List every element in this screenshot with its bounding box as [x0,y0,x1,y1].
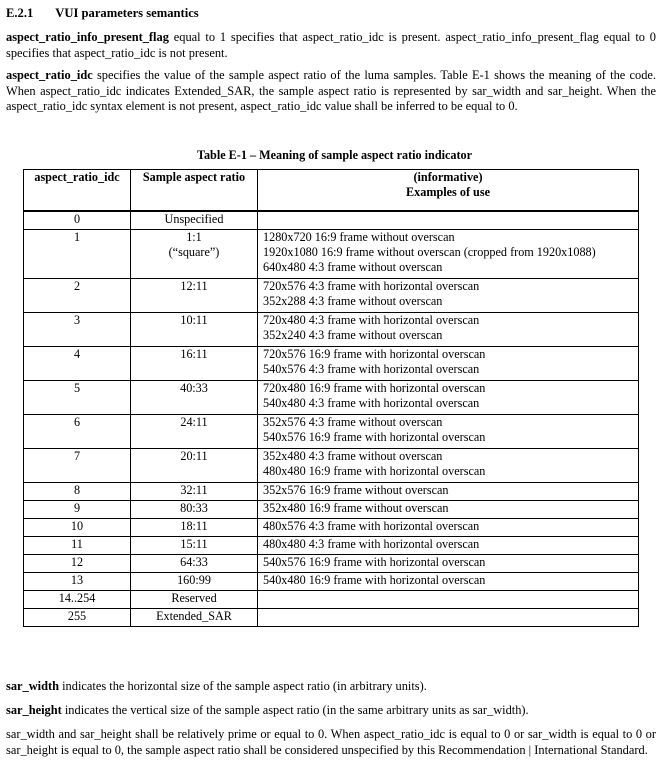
cell-aspect-ratio-idc: 255 [24,609,131,627]
cell-sample-aspect-ratio [131,591,258,609]
table-row [24,347,639,381]
cell-sample-aspect-ratio [131,537,258,555]
cell-aspect-ratio-idc: 6 [24,415,131,449]
table-row [24,501,639,519]
example-line: 1280x720 16:9 frame without overscan [263,230,455,244]
term-sar-width: sar_width [6,679,60,693]
paragraph-text: indicates the horizontal size of the sample aspect ratio (in arbitrary units). [59,679,427,693]
cell-sample-aspect-ratio [131,449,258,483]
cell-aspect-ratio-idc: 2 [24,279,131,313]
table-row [24,449,639,483]
paragraph-sar-constraints [6,727,656,758]
sample-aspect-ratio-line: Reserved [171,591,217,605]
sample-aspect-ratio-line: 40:33 [180,381,208,395]
cell-sample-aspect-ratio [131,609,258,627]
cell-examples-of-use [258,381,639,415]
table-row [24,555,639,573]
table-row [24,519,639,537]
example-line: 540x576 16:9 frame with horizontal overscan [263,555,486,569]
cell-sample-aspect-ratio [131,347,258,381]
paragraph-text: specifies the value of the sample aspect ratio of the luma samples. Table E-1 shows the meaning of the code. When aspect_ratio_idc indicates Extended_SAR, the sample aspect ratio is represented by sar_width and sar_height. When the aspect_ratio_idc syntax element is not present, aspect_ratio_idc value shall be inferred to be equal to 0. [6,68,656,114]
sample-aspect-ratio-line: 80:33 [180,501,208,515]
cell-examples-of-use [258,415,639,449]
header-informative: (informative) [413,170,483,184]
example-line: 540x480 4:3 frame with horizontal overscan [263,396,480,410]
paragraph-sar-width [6,679,656,695]
term-aspect-ratio-idc: aspect_ratio_idc [6,68,93,82]
cell-sample-aspect-ratio [131,313,258,347]
cell-aspect-ratio-idc: 12 [24,555,131,573]
table-row [24,609,639,627]
example-line: 720x480 4:3 frame with horizontal overscan [263,313,480,327]
example-line: 720x576 16:9 frame with horizontal overscan [263,347,486,361]
term-aspect-ratio-info-present-flag: aspect_ratio_info_present_flag [6,30,169,44]
cell-aspect-ratio-idc: 1 [24,230,131,279]
cell-aspect-ratio-idc: 11 [24,537,131,555]
cell-examples-of-use [258,211,639,230]
sample-aspect-ratio-line: 64:33 [180,555,208,569]
sample-aspect-ratio-line: 16:11 [180,347,208,361]
cell-aspect-ratio-idc: 13 [24,573,131,591]
example-line: 480x576 4:3 frame with horizontal overscan [263,519,480,533]
cell-sample-aspect-ratio [131,230,258,279]
table-row [24,537,639,555]
header-examples-of-use [258,170,639,212]
table-row [24,211,639,230]
sample-aspect-ratio-line: 10:11 [180,313,208,327]
cell-examples-of-use [258,279,639,313]
cell-examples-of-use [258,483,639,501]
cell-aspect-ratio-idc: 10 [24,519,131,537]
sample-aspect-ratio-line: 1:1 [186,230,202,244]
cell-sample-aspect-ratio [131,415,258,449]
cell-examples-of-use [258,230,639,279]
paragraph-aspect-ratio-info-present-flag [6,16,656,61]
sample-aspect-ratio-line: 24:11 [180,415,208,429]
cell-examples-of-use [258,501,639,519]
example-line: 352x480 16:9 frame without overscan [263,501,449,515]
table-row [24,313,639,347]
section-number: E.2.1 [6,6,34,20]
table-row [24,279,639,313]
example-line: 352x240 4:3 frame without overscan [263,328,443,342]
cell-examples-of-use [258,449,639,483]
sample-aspect-ratio-line: Unspecified [164,212,224,226]
table-row [24,483,639,501]
cell-aspect-ratio-idc: 4 [24,347,131,381]
paragraph-sar-height [6,703,656,719]
paragraph-aspect-ratio-idc [6,68,656,115]
example-line: 640x480 4:3 frame without overscan [263,260,443,274]
example-line: 1920x1080 16:9 frame without overscan (cropped from 1920x1088) [263,245,596,259]
sample-aspect-ratio-line: 32:11 [180,483,208,497]
header-aspect-ratio-idc: aspect_ratio_idc [24,170,131,212]
cell-examples-of-use [258,519,639,537]
header-sample-aspect-ratio: Sample aspect ratio [131,170,258,212]
paragraph-text: indicates the vertical size of the sample aspect ratio (in the same arbitrary units as sar_width). [61,703,529,717]
example-line: 720x576 4:3 frame with horizontal overscan [263,279,480,293]
cell-sample-aspect-ratio [131,573,258,591]
table-row [24,230,639,279]
cell-aspect-ratio-idc: 9 [24,501,131,519]
example-line: 352x288 4:3 frame without overscan [263,294,443,308]
example-line: 352x576 4:3 frame without overscan [263,415,443,429]
table-row [24,415,639,449]
paragraph-text: equal to 1 specifies that aspect_ratio_idc is present. aspect_ratio_info_present_flag equal to 0 specifies that aspect_ratio_idc is not present. [6,30,656,60]
example-line: 540x576 16:9 frame with horizontal overscan [263,430,486,444]
sample-aspect-ratio-table [23,169,639,627]
table-row [24,573,639,591]
sample-aspect-ratio-line: Extended_SAR [156,609,232,623]
cell-examples-of-use [258,573,639,591]
cell-examples-of-use [258,537,639,555]
cell-sample-aspect-ratio [131,381,258,415]
paragraph-text: sar_width and sar_height shall be relatively prime or equal to 0. When aspect_ratio_idc is equal to 0 or sar_width is equal to 0 or sar_height is equal to 0, the sample aspect ratio shall be considered unspecified by this Recommendation | International Standard. [6,727,656,757]
example-line: 540x480 16:9 frame with horizontal overscan [263,573,486,587]
cell-aspect-ratio-idc: 7 [24,449,131,483]
sample-aspect-ratio-line: 18:11 [180,519,208,533]
term-sar-height: sar_height [6,703,62,717]
table-row [24,591,639,609]
cell-sample-aspect-ratio [131,555,258,573]
section-title: VUI parameters semantics [55,6,199,20]
sample-aspect-ratio-line: 20:11 [180,449,208,463]
cell-sample-aspect-ratio [131,483,258,501]
table-header-row [24,170,639,212]
cell-sample-aspect-ratio [131,519,258,537]
table-title: Table E-1 – Meaning of sample aspect ratio indicator [196,148,473,162]
example-line: 352x480 4:3 frame without overscan [263,449,443,463]
cell-examples-of-use [258,313,639,347]
example-line: 480x480 16:9 frame with horizontal overscan [263,464,486,478]
cell-examples-of-use [258,609,639,627]
example-line: 352x576 16:9 frame without overscan [263,483,449,497]
cell-aspect-ratio-idc: 8 [24,483,131,501]
cell-aspect-ratio-idc: 3 [24,313,131,347]
table-row [24,381,639,415]
cell-sample-aspect-ratio [131,279,258,313]
example-line: 540x576 4:3 frame with horizontal overscan [263,362,480,376]
cell-examples-of-use [258,591,639,609]
example-line: 480x480 4:3 frame with horizontal overscan [263,537,480,551]
table-body [24,211,639,627]
cell-aspect-ratio-idc: 5 [24,381,131,415]
cell-examples-of-use [258,347,639,381]
sample-aspect-ratio-line: 15:11 [180,537,208,551]
example-line: 720x480 16:9 frame with horizontal overscan [263,381,486,395]
cell-sample-aspect-ratio [131,501,258,519]
sample-aspect-ratio-line: (“square”) [168,245,220,259]
cell-examples-of-use [258,555,639,573]
cell-sample-aspect-ratio [131,211,258,230]
header-examples: Examples of use [406,185,490,199]
sample-aspect-ratio-line: 160:99 [177,573,211,587]
sample-aspect-ratio-line: 12:11 [180,279,208,293]
cell-aspect-ratio-idc: 0 [24,211,131,230]
cell-aspect-ratio-idc: 14..254 [24,591,131,609]
